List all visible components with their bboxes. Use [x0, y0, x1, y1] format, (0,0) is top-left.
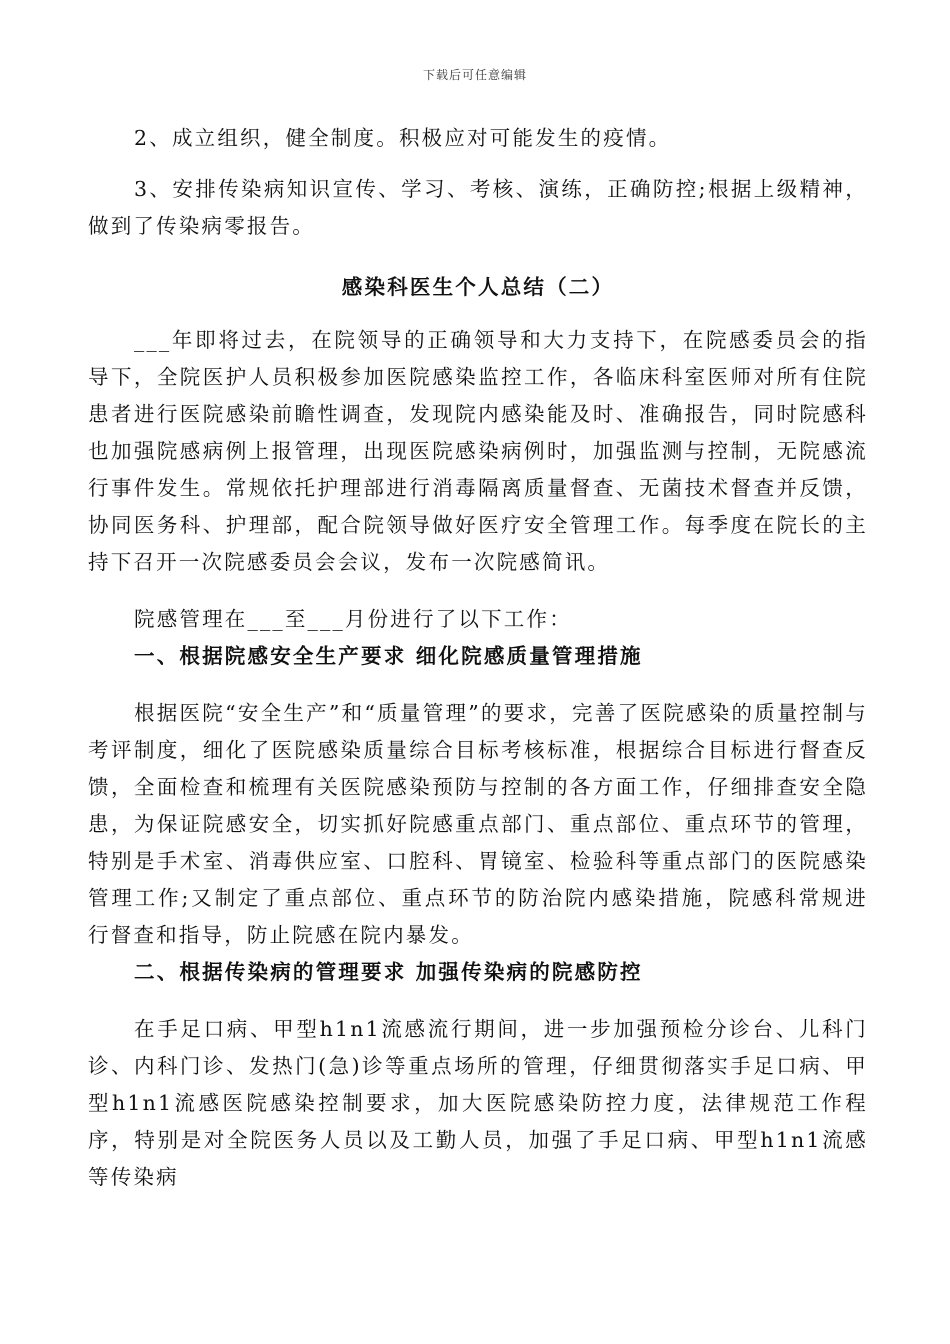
list-item-3: 3、安排传染病知识宣传、学习、考核、演练，正确防控;根据上级精神，做到了传染病零报告。 [88, 177, 868, 238]
period-paragraph: 院感管理在___至___月份进行了以下工作： [134, 607, 572, 631]
section-1-heading: 一、根据院感安全生产要求 细化院感质量管理措施 [134, 644, 643, 668]
document-body [88, 120, 868, 1196]
list-item-2: 2、成立组织，健全制度。积极应对可能发生的疫情。 [134, 126, 672, 150]
section-2-body: 在手足口病、甲型h1n1流感流行期间，进一步加强预检分诊台、儿科门诊、内科门诊、发热门(急)诊等重点场所的管理，仔细贯彻落实手足口病、甲型h1n1流感医院感染控制要求，加大医院感染防控力度，法律规范工作程序，特别是对全院医务人员以及工勤人员，加强了手足口病、甲型h1n1流感等传染病 [88, 1017, 868, 1189]
section-1-body: 根据医院“安全生产”和“质量管理”的要求，完善了医院感染的质量控制与考评制度，细化了医院感染质量综合目标考核标准，根据综合目标进行督查反馈，全面检查和梳理有关医院感染预防与控制的各方面工作，仔细排查安全隐患，为保证院感安全，切实抓好院感重点部门、重点部位、重点环节的管理，特别是手术室、消毒供应室、口腔科、胃镜室、检验科等重点部门的医院感染管理工作;又制定了重点部位、重点环节的防治院内感染措施，院感科常规进行督查和指导，防止院感在院内暴发。 [88, 701, 868, 947]
intro-paragraph: ___年即将过去，在院领导的正确领导和大力支持下，在院感委员会的指导下，全院医护人员积极参加医院感染监控工作，各临床科室医师对所有住院患者进行医院感染前瞻性调查，发现院内感染能及时、准确报告，同时院感科也加强院感病例上报管理，出现医院感染病例时，加强监测与控制，无院感流行事件发生。常规依托护理部进行消毒隔离质量督查、无菌技术督查并反馈，协同医务科、护理部，配合院领导做好医疗安全管理工作。每季度在院长的主持下召开一次院感委员会会议，发布一次院感简讯。 [88, 328, 868, 574]
header-note: 下载后可任意编辑 [422, 68, 527, 82]
document-title: 感染科医生个人总结（二） [341, 275, 615, 299]
section-2-heading: 二、根据传染病的管理要求 加强传染病的院感防控 [134, 960, 643, 984]
